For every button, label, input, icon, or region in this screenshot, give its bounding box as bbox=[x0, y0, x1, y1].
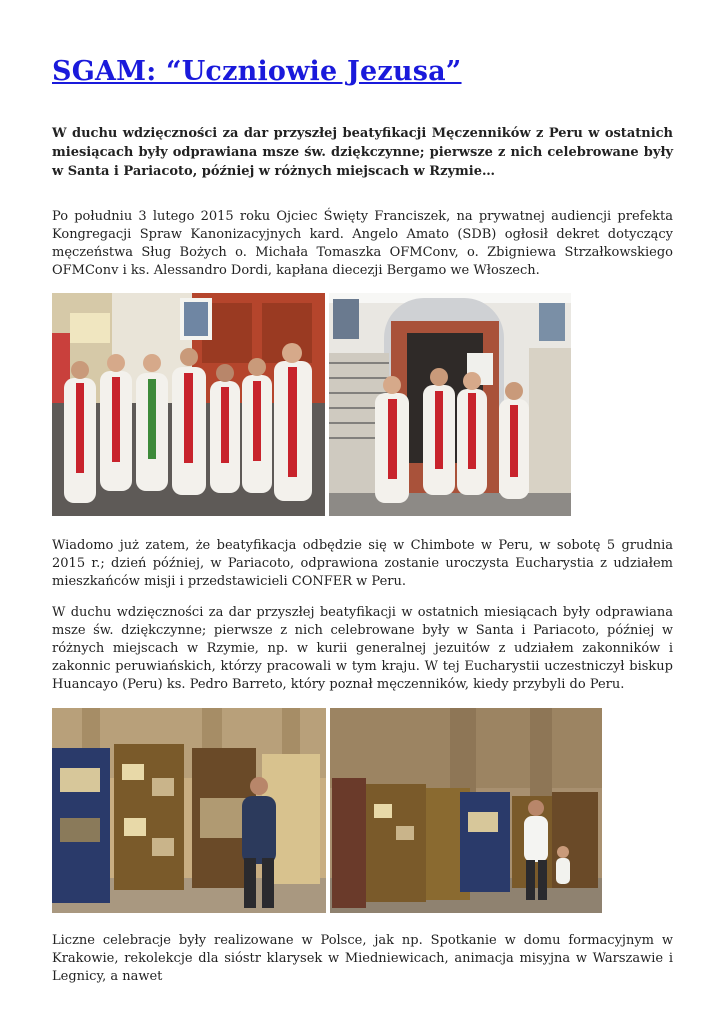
paragraph-3: W duchu wdzięczności za dar przyszłej beatyfikacji w ostatnich miesiącach były odprawiana msze św. dziękczynne; pierwsze z nich celebrowane były w Santa i Pariacoto, później w różnych miejscach w Rzymie, np. w kurii generalnej jezuitów z udziałem zakonników i zakonnic peruwiańskich, którzy pracowali w tym kraju. W tej Eucharystii uczestniczył biskup Huancayo (Peru) ks. Pedro Barreto, który poznał męczenników, kiedy przybyli do Peru. bbox=[52, 605, 673, 692]
exhibition-boards-photo-left bbox=[52, 708, 326, 913]
exhibition-boards-photo-right bbox=[330, 708, 602, 913]
priests-group-photo bbox=[52, 293, 325, 516]
article-lead: W duchu wdzięczności za dar przyszłej beatyfikacji Męczenników z Peru w ostatnich miesiącach były odprawiana msze św. dziękczynne; pierwsze z nich celebrowane były w Santa i Pariacoto, później w różnych miejscach w Rzymie… bbox=[52, 126, 673, 179]
priests-at-church-door-photo bbox=[329, 293, 571, 516]
article-title-link[interactable]: SGAM: “Uczniowie Jezusa” bbox=[52, 56, 462, 87]
paragraph-1: Po południu 3 lutego 2015 roku Ojciec Święty Franciszek, na prywatnej audiencji prefekta Kongregacji Spraw Kanonizacyjnych kard. Angelo Amato (SDB) ogłosił dekret dotyczący męczeństwa Sług Bożych o. Michała Tomaszka OFMConv, o. Zbigniewa Strzałkowskiego OFMConv i ks. Alessandro Dordi, kapłana diecezji Bergamo we Włoszech. bbox=[52, 209, 673, 278]
paragraph-4: Liczne celebracje były realizowane w Polsce, jak np. Spotkanie w domu formacyjnym w Krakowie, rekolekcje dla sióstr klarysek w Miedniewicach, animacja misyjna w Warszawie i Legnicy, a nawet bbox=[52, 933, 673, 984]
paragraph-2: Wiadomo już zatem, że beatyfikacja odbędzie się w Chimbote w Peru, w sobotę 5 grudnia 2015 r.; dzień później, w Pariacoto, odprawiona zostanie uroczysta Eucharystia z udziałem mieszkańców misji i przedstawicieli CONFER w Peru. bbox=[52, 538, 673, 589]
